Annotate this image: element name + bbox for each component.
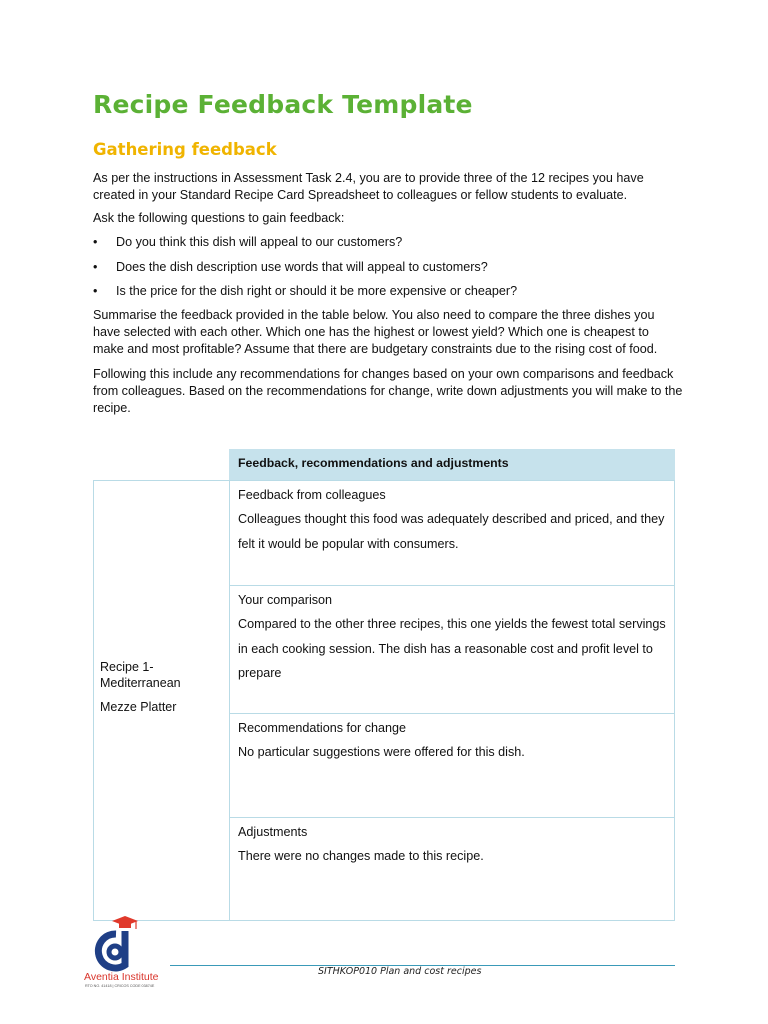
logo-subtext: RTO NO. 41418 | CRICOS CODE 03874E	[85, 984, 155, 988]
cell-text: There were no changes made to this recipe.	[238, 849, 484, 863]
recommendations-cell	[229, 713, 675, 818]
question-text: Is the price for the dish right or should it be more expensive or cheaper?	[116, 284, 518, 298]
recipe-name-cell	[93, 480, 230, 921]
bullet-icon: •	[93, 259, 98, 274]
list-item	[93, 234, 517, 259]
bullet-icon: •	[93, 284, 98, 298]
intro-paragraph: As per the instructions in Assessment Task 2.4, you are to provide three of the 12 recipes you have created in your Standard Recipe Card Spreadsheet to colleagues or fellow students to evaluate.	[93, 171, 644, 202]
ask-paragraph: Ask the following questions to gain feedback:	[93, 211, 345, 225]
question-text: Does the dish description use words that will appeal to customers?	[116, 259, 488, 274]
recipe-name-line1: Recipe 1- Mediterranean	[100, 660, 181, 690]
aventia-institute-logo	[82, 913, 162, 993]
cell-text: Colleagues thought this food was adequately described and priced, and they felt it would be popular with consumers.	[238, 512, 665, 551]
bullet-icon: •	[93, 235, 98, 249]
cell-label: Adjustments	[238, 825, 308, 839]
list-item	[93, 283, 517, 308]
list-item	[93, 259, 517, 284]
table-header-cell: Feedback, recommendations and adjustments	[229, 449, 675, 480]
footer-course-code: SITHKOP010 Plan and cost recipes	[318, 966, 482, 977]
page-title: Recipe Feedback Template	[93, 90, 473, 119]
comparison-cell	[229, 585, 675, 714]
cell-text: No particular suggestions were offered for this dish.	[238, 745, 525, 759]
question-text: Do you think this dish will appeal to our customers?	[116, 235, 403, 249]
cell-text: Compared to the other three recipes, this one yields the fewest total servings in each cooking session. The dish has a reasonable cost and profit level to prepare	[238, 617, 666, 680]
section-heading: Gathering feedback	[93, 140, 277, 159]
cell-label: Feedback from colleagues	[238, 488, 386, 502]
logo-name: Aventia Institute	[84, 971, 159, 983]
summarise-paragraph: Summarise the feedback provided in the table below. You also need to compare the three dishes you have selected with each other. Which one has the highest or lowest yield? Which one is cheapest to make and most profitable? Assume that there are budgetary constraints due to the rising cost of food.	[93, 308, 658, 356]
recipe-name-line2: Mezze Platter	[100, 700, 177, 714]
following-paragraph: Following this include any recommendations for changes based on your own comparisons and feedback from colleagues. Based on the recommendations for change, write down adjustments you will make to the recipe.	[93, 367, 683, 415]
cell-label: Recommendations for change	[238, 721, 407, 735]
cell-label: Your comparison	[238, 593, 333, 607]
adjustments-cell	[229, 817, 675, 921]
feedback-cell	[229, 480, 675, 586]
question-list	[93, 234, 517, 308]
